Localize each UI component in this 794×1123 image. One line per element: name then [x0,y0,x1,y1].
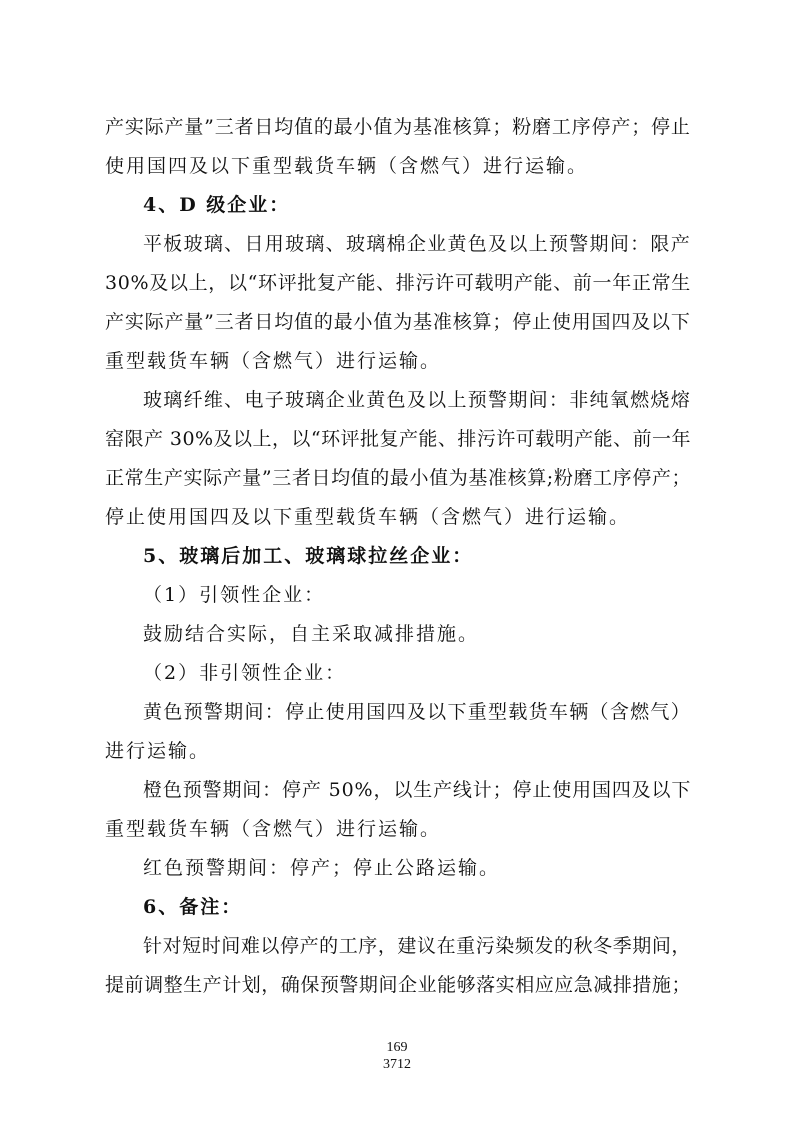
document-body [105,108,691,1005]
section-heading: 4、D 级企业： [143,194,291,216]
text-line: 30%及以上，以“环评批复产能、排污许可载明产能、前一年正常生 [105,272,691,294]
text-line: 产实际产量”三者日均值的最小值为基准核算；停止使用国四及以下 [105,311,691,333]
text-line: 窑限产 30%及以上，以“环评批复产能、排污许可载明产能、前一年 [105,428,691,450]
text-line: 进行运输。 [105,740,211,762]
text-line: 产实际产量”三者日均值的最小值为基准核算；粉磨工序停产；停止 [105,116,691,138]
text-line: （1）引领性企业： [143,584,326,606]
section-heading: 5、玻璃后加工、玻璃球拉丝企业： [143,545,474,567]
text-line: 使用国四及以下重型载货车辆（含燃气）进行运输。 [105,155,589,177]
text-line: 重型载货车辆（含燃气）进行运输。 [105,350,442,372]
text-line: 红色预警期间：停产；停止公路运输。 [143,857,501,879]
total-page-number: 3712 [383,1057,411,1072]
text-line: 橙色预警期间：停产 50%，以生产线计；停止使用国四及以下 [143,779,692,801]
text-line: 提前调整生产计划，确保预警期间企业能够落实相应应急减排措施； [105,974,692,996]
text-line: 玻璃纤维、电子玻璃企业黄色及以上预警期间：非纯氧燃烧熔 [143,389,692,411]
page-number: 169 [386,1040,408,1055]
text-line: 正常生产实际产量”三者日均值的最小值为基准核算;粉磨工序停产； [105,467,692,489]
text-line: （2）非引领性企业： [143,662,347,684]
text-line: 停止使用国四及以下重型载货车辆（含燃气）进行运输。 [105,506,631,528]
text-line: 平板玻璃、日用玻璃、玻璃棉企业黄色及以上预警期间：限产 [143,233,692,255]
text-line: 重型载货车辆（含燃气）进行运输。 [105,818,442,840]
section-heading: 6、备注： [143,896,243,918]
text-line: 针对短时间难以停产的工序，建议在重污染频发的秋冬季期间， [143,935,692,957]
text-line: 鼓励结合实际，自主采取减排措施。 [143,623,480,645]
text-line: 黄色预警期间：停止使用国四及以下重型载货车辆（含燃气） [143,701,692,723]
